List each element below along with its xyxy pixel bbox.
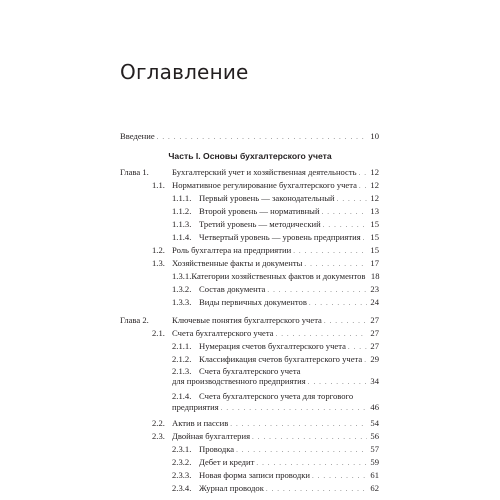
toc-entry-label: Состав документа: [199, 284, 266, 294]
toc-entry-label: Классификация счетов бухгалтерского учета: [199, 354, 363, 364]
toc-entry-page: 10: [370, 131, 379, 141]
toc-entry-label: Актив и пассив: [172, 418, 229, 428]
toc-entry-number: 2.1.2.: [172, 354, 192, 364]
toc-entry-subsection: [172, 297, 379, 308]
leader-dots: [304, 259, 367, 269]
toc-entry-page: 27: [370, 341, 379, 351]
toc-entry-number: 2.3.: [152, 431, 165, 441]
toc-entry-label: Бухгалтерский учет и хозяйственная деятельность: [172, 167, 357, 177]
toc-entry-section: [152, 418, 379, 429]
leader-dots: [309, 298, 367, 308]
toc-entry-subsection: [172, 354, 379, 365]
leader-dots: [322, 207, 367, 217]
leader-dots: [348, 342, 367, 352]
toc-entry-page: 12: [370, 193, 379, 203]
leader-dots: [266, 484, 367, 494]
toc-entry-number: 2.1.4.: [172, 391, 192, 401]
leader-dots: [337, 194, 367, 204]
toc-entry-label: Хозяйственные факты и документы: [172, 258, 303, 268]
toc-entry-number: 2.1.3.: [172, 366, 192, 376]
toc-entry-number: 1.1.: [152, 180, 165, 190]
toc-entry-page: 27: [370, 315, 379, 325]
toc-entry-label: Нормативное регулирование бухгалтерского учета: [172, 180, 357, 190]
toc-entry-page: 56: [370, 431, 379, 441]
leader-dots: [312, 471, 367, 481]
toc-entry-number: 1.3.: [152, 258, 165, 268]
toc-entry-number: 1.1.2.: [172, 206, 192, 216]
toc-entry-page: 15: [370, 232, 379, 242]
toc-entry-label: Дебет и кредит: [199, 457, 255, 467]
toc-entry-page: 54: [370, 418, 379, 428]
toc-entry-label-continued: предприятия: [172, 402, 219, 412]
toc-entry-subsection: [172, 470, 379, 481]
toc-entry-number: 2.3.3.: [172, 470, 192, 480]
leader-dots: [276, 329, 367, 339]
toc-entry-subsection: [172, 271, 379, 282]
toc-entry-number: 1.1.3.: [172, 219, 192, 229]
toc-entry-subsection: [172, 232, 379, 243]
leader-dots: [267, 285, 367, 295]
toc-entry-label: Третий уровень — методический: [199, 219, 321, 229]
toc-entry-number: 1.3.1.: [172, 271, 192, 281]
leader-dots: [256, 458, 367, 468]
toc-entry-label: Введение: [120, 131, 155, 141]
toc-entry-number: 2.3.4.: [172, 483, 192, 493]
toc-entry-number: 2.3.2.: [172, 457, 192, 467]
toc-entry-page: 59: [370, 457, 379, 467]
toc-entry-label: Категории хозяйственных фактов и документов: [191, 271, 366, 281]
toc-entry-page: 15: [370, 219, 379, 229]
toc-entry-page: 13: [370, 206, 379, 216]
toc-entry-number: 1.3.2.: [172, 284, 192, 294]
toc-entry-page: 27: [370, 328, 379, 338]
toc-entry-number: 1.3.3.: [172, 297, 192, 307]
toc-entry-label: Роль бухгалтера на предприятии: [172, 245, 292, 255]
toc-entry-label: Счета бухгалтерского учета: [199, 366, 301, 376]
toc-entry-number: 1.2.: [152, 245, 165, 255]
toc-entry-page: 12: [370, 180, 379, 190]
toc-entry-number: 2.3.1.: [172, 444, 192, 454]
toc-entry-number: 1.1.1.: [172, 193, 192, 203]
toc-entry-section: [152, 180, 379, 191]
toc-entry-label: Новая форма записи проводки: [199, 470, 310, 480]
toc-entry-subsection: [172, 219, 379, 230]
toc-entry-subsection: [172, 284, 379, 295]
toc-entry-number: Глава 1.: [120, 167, 149, 177]
toc-entry-page: 12: [370, 167, 379, 177]
toc-entry-subsection: [172, 193, 379, 204]
toc-entry-label: Счета бухгалтерского учета: [172, 328, 274, 338]
toc-entry-subsection-line1: [172, 391, 353, 401]
toc-entry-label: Счета бухгалтерского учета для торгового: [199, 391, 354, 401]
leader-dots: [236, 445, 367, 455]
toc-entry-subsection-line2: [172, 402, 379, 413]
toc-entry-label: Двойная бухгалтерия: [172, 431, 251, 441]
toc-entry-page: 62: [370, 483, 379, 493]
toc-entry-intro: [120, 131, 379, 142]
toc-entry-label-continued: для производственного предприятия: [172, 376, 306, 386]
toc-entry-chapter-2: [120, 315, 379, 326]
toc-entry-number: 2.1.: [152, 328, 165, 338]
toc-entry-page: 18: [370, 271, 380, 281]
toc-entry-subsection-line1: [172, 366, 301, 376]
leader-dots: [221, 403, 367, 413]
toc-entry-label: Нумерация счетов бухгалтерского учета: [199, 341, 346, 351]
leader-dots: [324, 316, 367, 326]
toc-entry-label: Второй уровень — нормативный: [199, 206, 320, 216]
toc-entry-subsection-line2: [172, 376, 379, 387]
toc-entry-section: [152, 258, 379, 269]
toc-entry-number: 2.2.: [152, 418, 165, 428]
part-heading: Часть I. Основы бухгалтерского учета: [168, 151, 332, 161]
toc-entry-subsection: [172, 457, 379, 468]
page-title: Оглавление: [120, 60, 249, 84]
toc-entry-label: Четвертый уровень — уровень предприятия: [199, 232, 361, 242]
toc-entry-page: 61: [370, 470, 379, 480]
toc-entry-section: [152, 245, 379, 256]
toc-entry-chapter-1: [120, 167, 379, 178]
leader-dots: [364, 355, 367, 365]
toc-entry-page: 23: [370, 284, 379, 294]
toc-entry-number: Глава 2.: [120, 315, 149, 325]
toc-entry-page: 46: [370, 402, 379, 412]
toc-entry-subsection: [172, 341, 379, 352]
toc-entry-label: Первый уровень — законодательный: [199, 193, 335, 203]
toc-entry-subsection: [172, 483, 379, 494]
leader-dots: [308, 377, 367, 387]
toc-entry-page: 15: [370, 245, 379, 255]
toc-entry-page: 29: [370, 354, 379, 364]
leader-dots: [359, 168, 367, 178]
toc-entry-subsection: [172, 444, 379, 455]
leader-dots: [293, 246, 367, 256]
toc-entry-number: 2.1.1.: [172, 341, 192, 351]
toc-entry-section: [152, 328, 379, 339]
toc-entry-label: Проводка: [199, 444, 235, 454]
toc-entry-number: 1.1.4.: [172, 232, 192, 242]
toc-entry-page: 57: [370, 444, 379, 454]
toc-entry-label: Виды первичных документов: [199, 297, 307, 307]
toc-entry-label: Журнал проводок: [199, 483, 264, 493]
toc-entry-label: Ключевые понятия бухгалтерского учета: [172, 315, 322, 325]
toc-entry-subsection: [172, 206, 379, 217]
leader-dots: [323, 220, 367, 230]
leader-dots: [363, 233, 367, 243]
leader-dots: [230, 419, 367, 429]
toc-entry-section: [152, 431, 379, 442]
leader-dots: [359, 181, 367, 191]
toc-entry-page: 24: [370, 297, 379, 307]
leader-dots: [157, 132, 367, 142]
leader-dots: [252, 432, 367, 442]
toc-entry-page: 34: [370, 376, 379, 386]
toc-entry-page: 17: [370, 258, 379, 268]
